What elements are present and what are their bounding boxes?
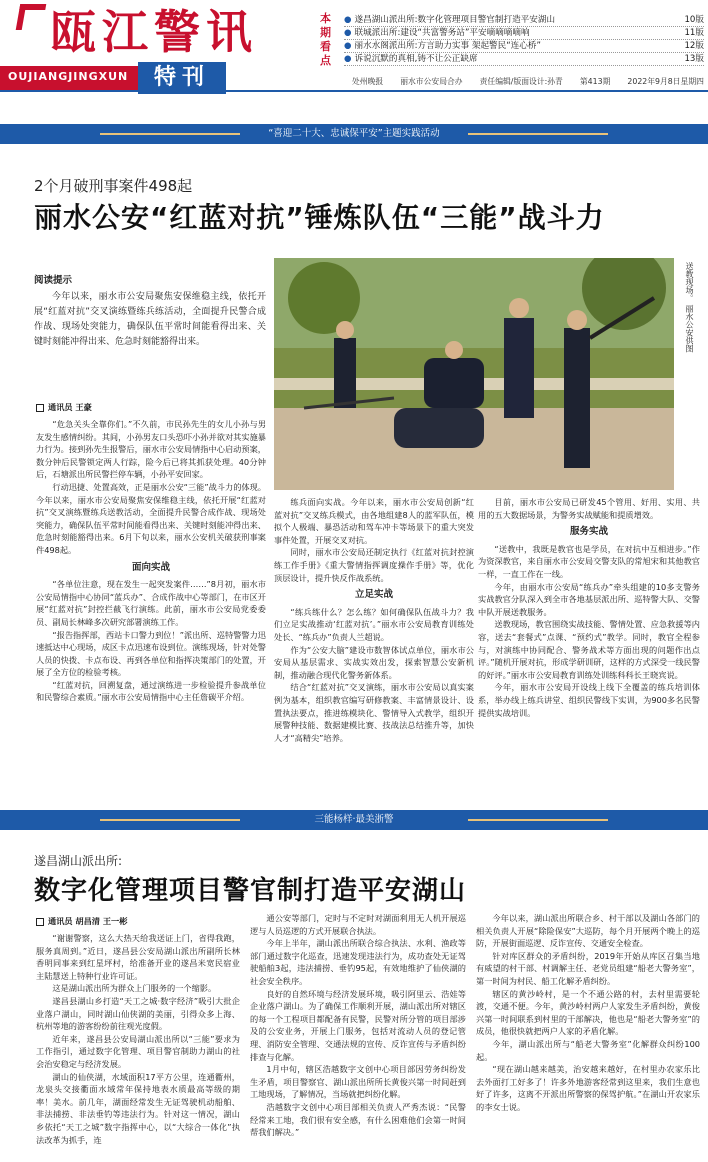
watch-label: 本期看点	[320, 12, 331, 67]
issue-info-item: 第413期	[579, 77, 611, 86]
theme-banner	[0, 124, 708, 144]
article2-column-3	[476, 912, 700, 1160]
paragraph: 今年以来，湖山派出所联合乡、村干部以及湖山各部门的相关负责人开展“除险保安”大巡防，每个月开展两个晚上的巡防，开展街面巡逻、反诈宣传、交通安全检查。	[476, 913, 700, 949]
masthead	[0, 0, 312, 96]
article1-subhead-2: 立足实战	[354, 589, 393, 601]
issue-info-item: 丽水市公安局合办	[400, 77, 463, 86]
paragraph: 今年上半年，湖山派出所联合综合执法、水利、渔政等部门通过数字化巡查，迅速发现违法行为，成功查处无证驾驶船舶3起，违法捕捞、垂钓95起，有效地维护了仙侠湖的社会安全秩序。	[250, 938, 466, 986]
paragraph: 通公安等部门，定时与不定时对湖面利用无人机开展巡逻与人员巡逻的方式开展联合执法。	[250, 913, 466, 936]
paragraph: 行动迅捷、处置高效，正是丽水公安“三能”战斗力的体现。今年以来，丽水市公安局聚焦安保维稳主线，依托开展“红蓝对抗”交叉演练暨练兵送教活动，全面提升民警合成作战、现场处突能力，确保队伍平常时间能看得出来、关键时刻能冲得出来、危急时刻能豁得出来。6月下旬以来，丽水公安机关破获刑事案件498起。	[36, 481, 266, 555]
index-item-page: 12版	[684, 41, 704, 51]
article2-kicker: 遂昌湖山派出所:	[34, 854, 123, 868]
article2-column-1	[36, 932, 240, 1160]
paragraph: 今年，由丽水市公安局“练兵办”牵头组建的10多支警务实战教官分队深入到全市各地基层派出所、巡特警大队、交警中队开展送教服务。	[478, 581, 700, 617]
paragraph: 结合“红蓝对抗”交叉演练，丽水市公安局以真实案例为基本，组织教官编写研修教案、丰富情景设计、设置执法要点，推进练模块化、警情导入式教学，组织开展警种技能、数据建模比赛、技战法总结推升等，加快人才“高精尖”培养。	[274, 682, 474, 743]
index-item-text: 诉说沉默的真相,铸不让公正缺席	[354, 54, 478, 64]
article1-subhead-3: 服务实战	[569, 526, 608, 538]
index-item-title	[344, 14, 555, 26]
paragraph: “红蓝对抗，回溯复盘，通过演练进一步检验提升参战单位和民警综合素质。”丽水市公安局情指中心主任詹碳平介绍。	[36, 679, 266, 703]
index-item-text: 丽水水阁派出所:方言助力实事 架起警民“连心桥”	[354, 41, 541, 51]
article2-byline	[36, 916, 127, 927]
index-item-text: 遂昌湖山派出所:数字化管理项目警官制打造平安湖山	[354, 15, 556, 25]
article1-col3b-paras	[478, 543, 700, 719]
theme-banner-text: “喜迎二十大、忠诚保平安”主题实践活动	[268, 128, 440, 139]
paragraph: “各单位注意，现在发生一起突发案件……”8月初，丽水市公安局情指中心协同“蓝兵办”、合成作战中心等部门，在市区开展“红蓝对抗”封控拦截飞行演练。此前，丽水市公安局党委委员、副局长林峰多次研究部署演练工作。	[36, 579, 266, 627]
paragraph: 良好的自然环境与经济发展环境，吸引阿里云、浩娃等企业落户湖山。为了确保工作顺利开展，湖山派出所对辖区的每一个工程项目都配备有民警，民警对所分管的项目部涉及的公安业务，开展上门服务，包括对流动人员的登记管理、消防安全管理、交通法规的宣传、反诈宣传与矛盾纠纷排查与化解。	[250, 988, 466, 1062]
article1-headline: 丽水公安“红蓝对抗”锤炼队伍“三能”战斗力	[34, 201, 605, 234]
paragraph: 今年，湖山派出所与“船老大警务室”化解群众纠纷100起。	[476, 1038, 700, 1062]
bullet-icon: ●	[344, 28, 352, 38]
paragraph: 近年来，遂昌县公安局湖山派出所以“三能”要求为工作指引，通过数字化管理、项目警官制助力湖山的社会治安稳定与经济发展。	[36, 1033, 240, 1069]
byline-box-icon	[36, 404, 44, 412]
paragraph: “报告指挥部，西站卡口警力到位！”派出所、巡特警警力迅速抵达中心现场，成区卡点迅速布设到位。演练现场，针对处警人员的快拨、卡点布设、再到各单位和指挥决策部门的处置，开展了全方位的检验考核。	[36, 629, 266, 678]
article2-column-2	[250, 912, 466, 1160]
masthead-rule	[0, 90, 708, 92]
masthead-title: 瓯江警讯	[50, 5, 258, 59]
bullet-icon: ●	[344, 41, 352, 51]
paragraph: 同时，丽水市公安局还制定执行《红蓝对抗封控演练工作手册》《重大警情指挥调度操作手册》等，优化顶层设计，提升快反作战系统。	[274, 547, 474, 583]
article2-byline-text: 通讯员 胡昌清 王一彬	[48, 916, 128, 926]
index-item[interactable]	[344, 14, 704, 27]
paragraph: “危急关头全靠你们。”不久前，市民孙先生的女儿小孙与男友发生感情纠纷。其间，小孙男友口头恐吓小孙并欲对其实施暴力行为。接到孙先生报警后，丽水市公安局情指中心启动预案，数分钟后民警锁定两人行踪，险今后已将其抓获处理。40分钟后，石塘派出所民警拦停车辆，小孙平安回家。	[36, 419, 266, 480]
index-item[interactable]	[344, 53, 704, 66]
masthead-corner-mark	[16, 4, 47, 30]
paragraph: 1月中旬，辖区浩越数字文创中心项目部因劳务纠纷发生矛盾，项目警察官、湖山派出所所长黄俊兴第一时间赶到工地现场，了解情况，当场就把纠纷化解。	[250, 1064, 466, 1100]
index-item-page: 11版	[684, 28, 704, 38]
byline-box-icon	[36, 918, 44, 926]
index-item-title	[344, 53, 478, 65]
issue-info-item: 责任编辑/版面设计:孙青	[479, 77, 563, 86]
section-banner	[0, 810, 708, 830]
section-banner-text: 三能杨样·最美浙警	[314, 814, 394, 825]
masthead-special-label: 特刊	[138, 62, 226, 94]
article1-col1-paras	[36, 418, 266, 557]
index-item[interactable]	[344, 27, 704, 40]
paragraph: “现在湖山越来越美，治安越来越好，在村里办农家乐比去外面打工好多了！许多外地游客经常到这里来，我们生意也好了许多，这离不开派出所警察的保驾护航。”在湖山开农家乐的李女士说。	[476, 1064, 700, 1112]
index-list	[344, 14, 704, 66]
index-item-page: 13版	[684, 54, 704, 64]
reading-guide-label: 阅读提示	[34, 275, 73, 286]
training-photo	[274, 258, 674, 490]
article1-col3-paras	[478, 496, 700, 521]
paragraph: 这是湖山派出所为群众上门服务的一个缩影。	[52, 983, 217, 994]
bullet-icon: ●	[344, 54, 352, 64]
paragraph: 针对库区群众的矛盾纠纷，2019年开始从库区召集当地有威望的村干部、村调解主任、老党员组建“船老大警务室”，第一时间为村民、船工化解矛盾纠纷。	[476, 950, 700, 986]
index-item-text: 联城派出所:建设“共富警务站”平安嘀嘀嘀嘀响	[354, 28, 530, 38]
article1-col2-paras	[274, 496, 474, 584]
article1-column-3	[478, 496, 700, 796]
article2-headline: 数字化管理项目警官制打造平安湖山	[34, 876, 467, 906]
article1-column-2	[274, 496, 474, 796]
paragraph: 湖山的仙侠湖，水域面积17平方公里，连通衢州，龙泉头交接衢面水域常年保持地表水质最高等级的期率！美水。前几年，湖面经常发生无证驾驶机动船舶、非法捕捞、非法垂钓等违法行为。针对这一情况，湖山乡依托“天工之城”数字指挥中心，以“大综合一体化”执法改革为抓手，连	[36, 1071, 240, 1145]
index-item-title	[344, 40, 541, 52]
photo-caption: 送教现场。 丽水公安供图	[685, 262, 694, 353]
index-item-page: 10版	[684, 15, 704, 25]
masthead-pinyin: OUJIANGJINGXUN	[8, 70, 129, 83]
article1-col1b-paras	[36, 578, 266, 704]
issue-info-item: 2022年9月8日星期四	[627, 77, 704, 86]
paragraph: “送教中，我既是教官也是学员，在对抗中互相进步。”作为资深教官，来自丽水市公安局交警支队的常旭宋和其他教官一样，一直工作在一线。	[478, 543, 700, 579]
issue-info-item: 处州晚报	[352, 77, 384, 86]
paragraph: “谢谢警察，这么大热天给我送证上门，省得我跑，服务真周到。”近日，遂昌县公安局湖山派出所副所长林香明同事来到红星坪村，给准备开业的遂昌米宽民宿业主陆慧送上特种行业许可证。	[36, 933, 240, 981]
article1-column-1	[36, 418, 266, 800]
index-item-title	[344, 27, 530, 39]
paragraph: 今年，丽水市公安局开设线上线下全覆盖的练兵培训体系，举办线上练兵讲堂、组织民警线下实训，为900多名民警提供实战培训。	[478, 682, 700, 718]
issue-info	[352, 76, 704, 87]
reading-guide-text: 今年以来，丽水市公安局聚焦安保维稳主线，依托开展“红蓝对抗”交叉演练暨练兵练活动，全面提升民警合成作战、现场处突能力，确保队伍平常时间能看得出来、关键时刻能冲得出来、危急时刻能豁得出来。	[34, 292, 266, 347]
paragraph: 浩越数字文创中心项目部相关负责人严秀杰说：“民警经常来工地，我们很有安全感，有什么困难他们会第一时间帮我们解决。”	[250, 1101, 466, 1138]
paragraph: 遂昌县湖山乡打造“天工之城·数字经济”吸引大批企业落户湖山，同时湖山仙侠湖的美丽，引得众多上海、杭州等地的游客纷纷前往观光度假。	[36, 995, 240, 1032]
paragraph: 练兵面向实战。今年以来，丽水市公安局创新“红蓝对抗”交叉练兵模式，由各地组建8人的蓝军队伍，模拟个人极端、暴恐活动和驾车冲卡等场景下的重大突发事件处置，开展交叉对抗。	[274, 497, 474, 545]
paragraph: 辖区的黄沙岭村，是一个不通公路的村，去村里需要轮渡，交通不便。今年，黄沙岭村两户人家发生矛盾纠纷，黄俊兴第一时间联系到村里的干部解决，他也是“船老大警务室”的成员，他很快就把两户人家的矛盾化解。	[476, 988, 700, 1037]
paragraph: 作为“公安大脑”建设市数智体试点单位，丽水市公安局从基层需求、实战实效出发，探索智慧公安新机制，推动融合现代化警务新体系。	[274, 644, 474, 680]
training-photo-illustration	[274, 258, 674, 490]
paragraph: 送教现场，教官围绕实战技能、警情处置、应急救援等内容，送去“套餐式”点课、“预约式”教学。同时，教官全程参与，对演练中协同配合、警务战术等方面出现的问题作出点评。”随机开展对抗，形成学研训研，这样的方式深受一线民警的好评。”丽水市公安局教育训练处训练科科长王晓宾说。	[478, 619, 700, 680]
paragraph: 目前，丽水市公安局已研发45个管用、好用、实用、共用的五大数据场景，为警务实战赋能和提质增效。	[478, 497, 700, 520]
bullet-icon: ●	[344, 15, 352, 25]
article1-kicker: 2个月破刑事案件498起	[34, 177, 193, 195]
index-item[interactable]	[344, 40, 704, 53]
article1-col2b-paras	[274, 606, 474, 745]
article1-byline	[36, 402, 92, 413]
article1-byline-text: 通讯员 王豪	[48, 402, 92, 412]
article1-subhead-1: 面向实战	[131, 561, 170, 573]
paragraph: “练兵练什么？怎么练？如何确保队伍战斗力？我们立足实战推动‘红蓝对抗’。”丽水市公安局教育训练处处长、“练兵办”负责人兰超说。	[274, 606, 474, 642]
